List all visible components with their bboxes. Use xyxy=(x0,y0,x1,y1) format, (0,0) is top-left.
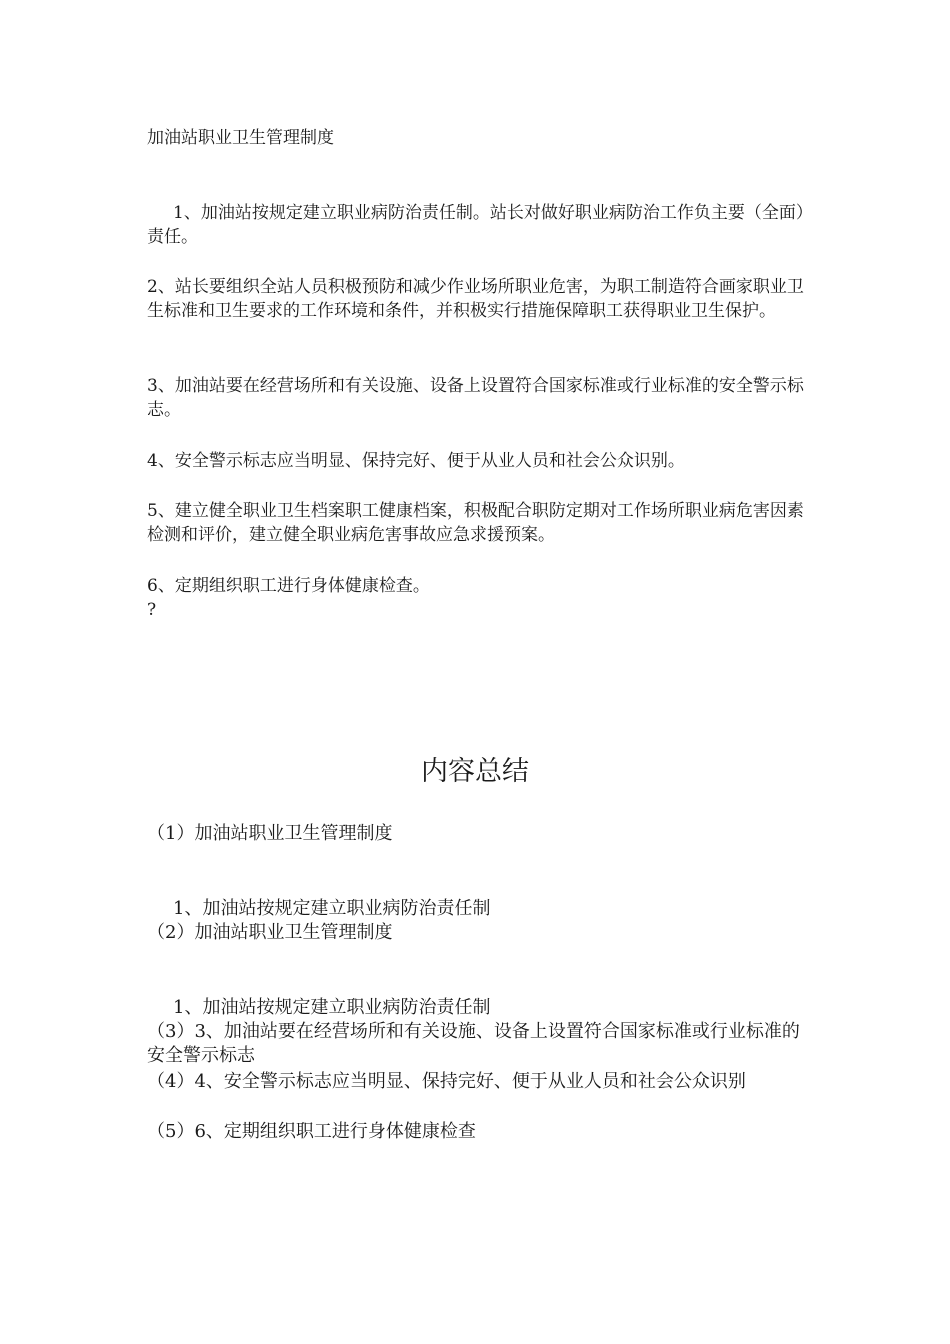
clause-6-text: 6、定期组织职工进行身体健康检查。 xyxy=(147,576,430,596)
clause-2 xyxy=(147,275,807,323)
summary-entry-5-text: （3）3、加油站要在经营场所和有关设施、设备上设置符合国家标准或行业标准的安全警示标志 xyxy=(147,1021,800,1066)
summary-entry-2-text: 1、加油站按规定建立职业病防治责任制 xyxy=(173,898,491,919)
clause-4 xyxy=(147,449,807,473)
clause-5 xyxy=(147,499,807,547)
summary-entry-7 xyxy=(147,1120,807,1144)
summary-entry-2 xyxy=(147,897,807,921)
summary-entry-4 xyxy=(147,996,807,1020)
summary-entry-6-text: （4）4、安全警示标志应当明显、保持完好、便于从业人员和社会公众识别 xyxy=(147,1071,746,1092)
document-title: 加油站职业卫生管理制度 xyxy=(147,128,334,148)
clause-5-text: 5、建立健全职业卫生档案职工健康档案，积极配合职防定期对工作场所职业病危害因素检测和评价，建立健全职业病危害事故应急求援预案。 xyxy=(147,501,804,545)
summary-entry-1-text: （1）加油站职业卫生管理制度 xyxy=(147,823,393,844)
clause-3 xyxy=(147,374,807,422)
clause-1 xyxy=(147,201,807,249)
summary-entry-5 xyxy=(147,1020,807,1068)
clause-3-text: 3、加油站要在经营场所和有关设施、设备上设置符合国家标准或行业标准的安全警示标志。 xyxy=(147,376,804,420)
trailing-mark: ? xyxy=(147,600,157,620)
summary-heading: 内容总结 xyxy=(421,756,529,787)
summary-entry-7-text: （5）6、定期组织职工进行身体健康检查 xyxy=(147,1121,476,1142)
summary-entry-4-text: 1、加油站按规定建立职业病防治责任制 xyxy=(173,997,491,1018)
clause-2-text: 2、站长要组织全站人员积极预防和减少作业场所职业危害，为职工制造符合画家职业卫生标准和卫生要求的工作环境和条件，并积极实行措施保障职工获得职业卫生保护。 xyxy=(147,277,804,321)
summary-entry-3 xyxy=(147,921,807,945)
summary-entry-6 xyxy=(147,1070,807,1094)
clause-1-text: 1、加油站按规定建立职业病防治责任制。站长对做好职业病防治工作负主要（全面）责任。 xyxy=(147,203,805,247)
clause-6 xyxy=(147,574,807,622)
summary-entry-1 xyxy=(147,822,807,846)
clause-4-text: 4、安全警示标志应当明显、保持完好、便于从业人员和社会公众识别。 xyxy=(147,451,685,471)
summary-entry-3-text: （2）加油站职业卫生管理制度 xyxy=(147,922,393,943)
